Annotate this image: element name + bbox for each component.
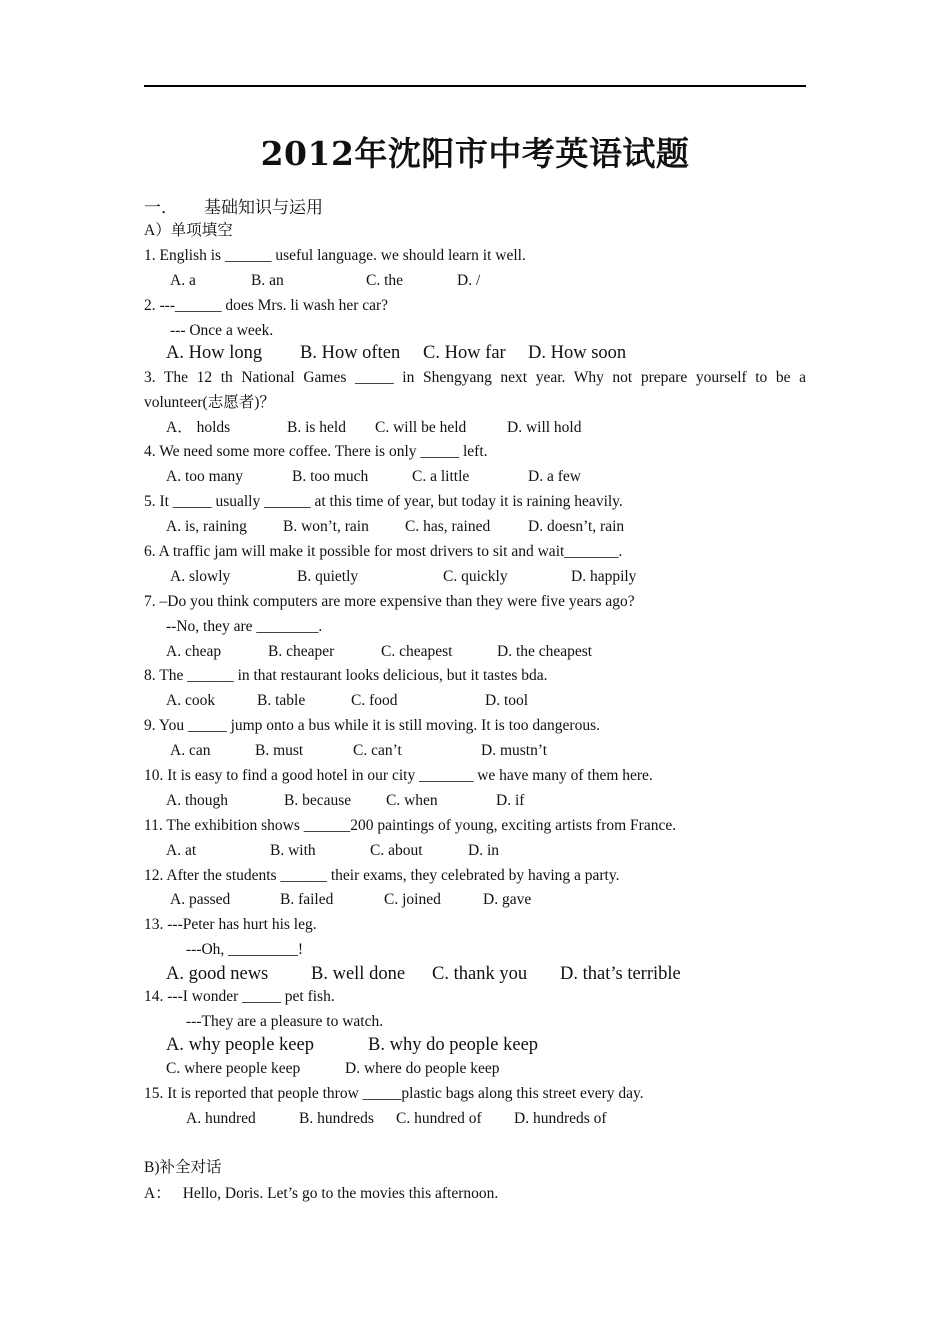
- question-1-option-a: A. a: [170, 272, 196, 289]
- question-7-option-c: C. cheapest: [381, 643, 453, 660]
- question-9-option-d: D. mustn’t: [481, 742, 548, 759]
- page-title: 2012年沈阳市中考英语试题: [260, 134, 690, 173]
- question-14-reply: ---They are a pleasure to watch.: [186, 1013, 384, 1030]
- question-5-stem: 5. It _____ usually ______ at this time of year, but today it is raining heavily.: [144, 493, 623, 510]
- question-12-stem: 12. After the students ______ their exams, they celebrated by having a party.: [144, 867, 620, 884]
- question-9-option-a: A. can: [170, 742, 211, 759]
- question-4-option-a: A. too many: [166, 468, 244, 485]
- question-7-stem: 7. –Do you think computers are more expensive than they were five years ago?: [144, 593, 635, 610]
- section-number: 一．: [144, 198, 178, 217]
- question-7-option-d: D. the cheapest: [497, 643, 593, 660]
- question-11-option-d: D. in: [468, 842, 499, 859]
- question-2-option-a: A. How long: [166, 343, 263, 363]
- question-11-option-a: A. at: [166, 842, 197, 859]
- question-3-option-c: C. will be held: [375, 419, 467, 436]
- question-5-option-d: D. doesn’t, rain: [528, 518, 625, 535]
- question-3-option-a: A． holds: [166, 419, 231, 436]
- question-4-option-d: D. a few: [528, 468, 581, 485]
- question-2-option-d: D. How soon: [528, 343, 627, 363]
- question-8-option-c: C. food: [351, 692, 398, 709]
- question-6-option-c: C. quickly: [443, 568, 508, 585]
- question-8-option-b: B. table: [257, 692, 306, 709]
- question-5-option-b: B. won’t, rain: [283, 518, 369, 535]
- question-1-option-b: B. an: [251, 272, 284, 289]
- question-12-option-d: D. gave: [483, 891, 532, 908]
- question-8-option-a: A. cook: [166, 692, 216, 709]
- question-13-option-a: A. good news: [166, 964, 269, 984]
- question-5-option-a: A. is, raining: [166, 518, 247, 535]
- question-3-stem-line1: 3. The 12 th National Games _____ in Shengyang next year. Why not prepare yourself to be a: [144, 369, 806, 386]
- question-3-option-b: B. is held: [287, 419, 346, 436]
- question-9-stem: 9. You _____ jump onto a bus while it is still moving. It is too dangerous.: [144, 717, 600, 734]
- question-11-option-b: B. with: [270, 842, 316, 859]
- question-8-stem: 8. The ______ in that restaurant looks delicious, but it tastes bda.: [144, 667, 548, 684]
- question-10-option-b: B. because: [284, 792, 352, 809]
- question-6-option-b: B. quietly: [297, 568, 359, 585]
- question-1-stem: 1. English is ______ useful language. we should learn it well.: [144, 247, 526, 264]
- question-9-option-c: C. can’t: [353, 742, 402, 759]
- question-14-option-c: C. where people keep: [166, 1060, 301, 1077]
- question-1-option-c: C. the: [366, 272, 404, 289]
- question-15-option-b: B. hundreds: [299, 1110, 374, 1127]
- question-14-option-b: B. why do people keep: [368, 1035, 539, 1055]
- question-13-option-c: C. thank you: [432, 964, 528, 984]
- question-10-stem: 10. It is easy to find a good hotel in our city _______ we have many of them here.: [144, 767, 653, 784]
- question-4-option-c: C. a little: [412, 468, 470, 485]
- question-4-option-b: B. too much: [292, 468, 369, 485]
- question-6-option-d: D. happily: [571, 568, 637, 585]
- question-2-option-c: C. How far: [423, 343, 506, 363]
- section-title: 基础知识与运用: [204, 198, 323, 217]
- question-15-option-c: C. hundred of: [396, 1110, 482, 1127]
- question-5-option-c: C. has, rained: [405, 518, 491, 535]
- question-8-option-d: D. tool: [485, 692, 529, 709]
- question-15-stem: 15. It is reported that people throw _____plastic bags along this street every day.: [144, 1085, 644, 1102]
- question-13-option-d: D. that’s terrible: [560, 964, 681, 984]
- question-12-option-c: C. joined: [384, 891, 441, 908]
- question-4-stem: 4. We need some more coffee. There is only _____ left.: [144, 443, 488, 460]
- question-14-stem: 14. ---I wonder _____ pet fish.: [144, 988, 335, 1005]
- question-14-option-d: D. where do people keep: [345, 1060, 500, 1077]
- question-7-option-a: A. cheap: [166, 643, 222, 660]
- part-b-heading: B)补全对话: [144, 1159, 222, 1176]
- question-3-option-d: D. will hold: [507, 419, 582, 436]
- part-a-heading: A）单项填空: [144, 222, 233, 239]
- question-13-stem: 13. ---Peter has hurt his leg.: [144, 916, 317, 933]
- dialogue-speaker: A：: [144, 1185, 171, 1202]
- question-7-reply: --No, they are ________.: [166, 618, 323, 635]
- question-2-stem: 2. ---______ does Mrs. li wash her car?: [144, 297, 389, 314]
- question-1-option-d: D. /: [457, 272, 481, 289]
- question-6-option-a: A. slowly: [170, 568, 231, 585]
- question-14-option-a: A. why people keep: [166, 1035, 314, 1055]
- question-15-option-d: D. hundreds of: [514, 1110, 607, 1127]
- question-13-option-b: B. well done: [311, 964, 406, 984]
- dialogue-text: Hello, Doris. Let’s go to the movies this afternoon.: [182, 1185, 499, 1202]
- question-12-option-a: A. passed: [170, 891, 231, 908]
- question-10-option-d: D. if: [496, 792, 525, 809]
- section-heading: [144, 198, 323, 218]
- question-13-reply: ---Oh, _________!: [186, 941, 304, 958]
- question-11-option-c: C. about: [370, 842, 423, 859]
- header-rule: [144, 85, 806, 87]
- question-6-stem: 6. A traffic jam will make it possible for most drivers to sit and wait_______.: [144, 543, 623, 560]
- question-10-option-a: A. though: [166, 792, 228, 809]
- question-2-option-b: B. How often: [300, 343, 401, 363]
- question-12-option-b: B. failed: [280, 891, 334, 908]
- dialogue-line-1: [144, 1184, 498, 1204]
- question-11-stem: 11. The exhibition shows ______200 paintings of young, exciting artists from France.: [144, 817, 677, 834]
- question-3-stem-line2: volunteer(志愿者)？: [144, 394, 275, 411]
- question-2-reply: --- Once a week.: [170, 322, 274, 339]
- question-9-option-b: B. must: [255, 742, 304, 759]
- question-7-option-b: B. cheaper: [268, 643, 335, 660]
- question-10-option-c: C. when: [386, 792, 438, 809]
- question-15-option-a: A. hundred: [186, 1110, 256, 1127]
